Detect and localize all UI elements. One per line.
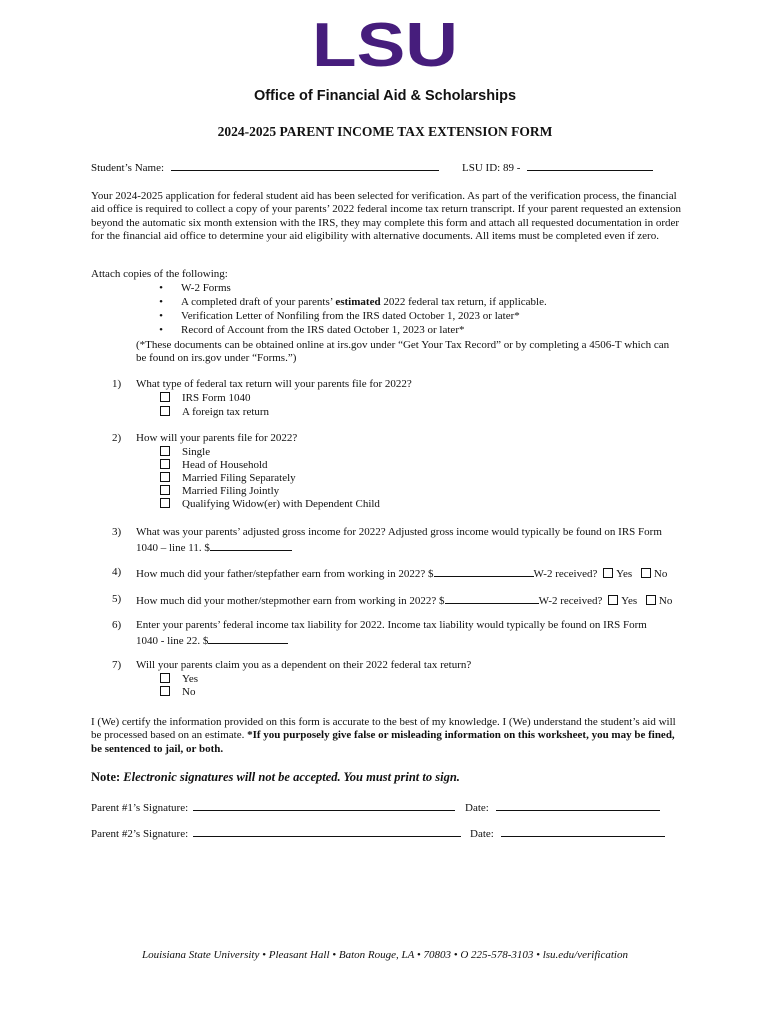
q3-text-line1: What was your parents’ adjusted gross income for 2022? Adjusted gross income would typically be found on IRS Form (136, 526, 662, 538)
q6-text-line1: Enter your parents’ federal income tax liability for 2022. Income tax liability would typically be found on IRS Form (136, 619, 647, 631)
parent1-signature-field[interactable] (193, 800, 455, 811)
form-title: 2024-2025 PARENT INCOME TAX EXTENSION FORM (217, 124, 553, 139)
q6-line2: 1040 - line 22. $ (136, 633, 288, 648)
q5-w2-label: W-2 received? (538, 595, 603, 607)
q1-number: 1) (112, 378, 122, 390)
q5-text: How much did your mother/stepmother earn from working in 2022? $ (136, 595, 445, 607)
parent2-date-row: Date: (470, 826, 665, 841)
q2-option-widower[interactable]: Qualifying Widow(er) with Dependent Child (160, 498, 380, 511)
lsu-logo-text: LSU (312, 22, 458, 70)
form-page: LSU Office of Financial Aid & Scholarships 2024-2025 PARENT INCOME TAX EXTENSION FORM Student’s Name: LSU ID: 89 - Your 2024-2025 application for federal student aid has been selected for verification. As part of the verification process, the financial aid office is required to collect a copy of your parents’ 2022 federal income tax return transcript. If your parent requested an extension beyond the automatic six month extension with the IRS, they may complete this form and attach all requested documentation in order for the financial aid office to determine your aid eligibility with alternative documents. All items must be completed even if zero. Attach copies of the following: • W-2 Forms • A completed draft of your parents’ estimated 2022 federal tax return, if applicable. • Verification Letter of Nonfiling from the IRS dated October 1, 2023 or later* • Record of Account from the IRS dated October 1, 2023 or later* (*These documents can be obtained online at irs.gov under “Get Your Tax Record” or by completing a 4506-T which can be found on irs.gov under “Forms.”) 1) What type of federal tax return will your parents file for 2022? IRS Form 1040 A foreign tax return 2) How will your parents file for 2022? Single Head of Household Married Filing Separately Married Filing Jointly Qualifying Widow(er) with Dependent Child 3) What was your parents’ adjusted gross income for 2022? Adjusted gross income would typically be found on IRS Form 1040 – line 11. $ 4) How much did your father/stepfather earn from working in 2022? $ W-2 received? Yes No 5) How much did your mother/stepmother earn from working in 2022? $ W-2 received? Yes No 6) Enter your parents’ federal income tax liability for 2022. Income tax liability would typically be found on IRS Form 1040 - line 22. $ 7) Will your parents claim you as a dependent on their 2022 federal tax return? Yes No I (We) certify the information provided on this form is accurate to the best of my knowledge. I (We) understand the student’s aid will be processed based on an estimate. *If you purposely give false or misleading information on this worksheet, you may be fined, be sentenced to jail, or both. Note: Electronic signatures will not be accepted. You must print to sign. Parent #1’s Signature: Date: Parent #2’s Signature: Date: Louisiana State University • Pleasant Hall • Baton Rouge, LA • 70803 • O 225-578-3103 • lsu.edu/verification (0, 0, 770, 1024)
bullet-icon: • (159, 282, 163, 294)
checkbox[interactable] (160, 472, 170, 482)
checkbox[interactable] (160, 673, 170, 683)
emphasis-estimated: estimated (335, 296, 381, 308)
parent1-signature-row: Parent #1’s Signature: (91, 800, 455, 815)
lsu-logo (311, 22, 459, 70)
q1-option-1040[interactable]: IRS Form 1040 (160, 392, 250, 405)
q4-w2-label: W-2 received? (533, 568, 598, 580)
q7-option-yes[interactable]: Yes (160, 673, 198, 686)
office-name: Office of Financial Aid & Scholarships (253, 88, 517, 104)
q3-agi-field[interactable] (210, 540, 292, 551)
parent2-date-field[interactable] (501, 826, 665, 837)
checkbox[interactable] (160, 392, 170, 402)
checkbox[interactable] (160, 485, 170, 495)
footer-address: Louisiana State University • Pleasant Hall • Baton Rouge, LA • 70803 • O 225-578-3103 • lsu.edu/verification (142, 949, 628, 961)
q2-option-married-separately[interactable]: Married Filing Separately (160, 472, 296, 485)
attach-footnote: (*These documents can be obtained online at irs.gov under “Get Your Tax Record” or by completing a 4506-T which can be found on irs.gov under “Forms.”) (136, 339, 670, 365)
q2-number: 2) (112, 432, 122, 444)
checkbox[interactable] (160, 686, 170, 696)
checkbox[interactable] (160, 498, 170, 508)
q4-text: How much did your father/stepfather earn from working in 2022? $ (136, 568, 434, 580)
bullet-icon: • (159, 324, 163, 336)
q4-no-checkbox[interactable] (641, 568, 651, 578)
student-id-label: LSU ID: 89 - (462, 162, 521, 174)
q5-row: How much did your mother/stepmother earn from working in 2022? $ W-2 received? Yes No (136, 595, 673, 607)
q7-option-no[interactable]: No (160, 686, 195, 699)
certification-paragraph: I (We) certify the information provided on this form is accurate to the best of my knowledge. I (We) understand the student’s aid will be processed based on an estimate. *If you purposely give false or misleading information on this worksheet, you may be fined, be sentenced to jail, or both. (91, 716, 676, 755)
q7-number: 7) (112, 659, 122, 671)
q6-tax-liability-field[interactable] (208, 633, 288, 644)
penalty-warning: *If you purposely give false or misleading information on this worksheet, you may be fined, be sentenced to jail, or both. (91, 729, 675, 755)
q5-earnings-field[interactable] (445, 593, 539, 604)
checkbox[interactable] (160, 406, 170, 416)
parent2-signature-field[interactable] (193, 826, 461, 837)
student-id-field[interactable] (527, 160, 653, 171)
q2-option-single[interactable]: Single (160, 446, 210, 459)
q2-option-married-jointly[interactable]: Married Filing Jointly (160, 485, 279, 498)
intro-paragraph: Your 2024-2025 application for federal student aid has been selected for verification. As part of the verification process, the financial aid office is required to collect a copy of your parents’ 2022 federal income tax return transcript. If your parent requested an extension beyond the automatic six month extension with the IRS, they may complete this form and attach all requested documentation in order for the financial aid office to determine your aid eligibility with alternative documents. All items must be completed even if zero. (91, 190, 682, 243)
q4-number: 4) (112, 566, 122, 578)
q3-line2: 1040 – line 11. $ (136, 540, 292, 555)
q5-no-checkbox[interactable] (646, 595, 656, 605)
q4-row: How much did your father/stepfather earn from working in 2022? $ W-2 received? Yes No (136, 568, 668, 580)
q3-number: 3) (112, 526, 122, 538)
q1-option-foreign[interactable]: A foreign tax return (160, 406, 269, 419)
student-name-label: Student’s Name: (91, 162, 165, 174)
student-name-row (91, 160, 439, 175)
q5-yes-checkbox[interactable] (608, 595, 618, 605)
q4-earnings-field[interactable] (434, 566, 534, 577)
bullet-icon: • (159, 296, 163, 308)
parent1-date-field[interactable] (496, 800, 660, 811)
q2-option-head-of-household[interactable]: Head of Household (160, 459, 268, 472)
q6-number: 6) (112, 619, 122, 631)
signature-note: Note: Electronic signatures will not be accepted. You must print to sign. (91, 770, 460, 784)
q2-text: How will your parents file for 2022? (136, 432, 298, 444)
attach-heading: Attach copies of the following: (91, 268, 228, 280)
q4-yes-checkbox[interactable] (603, 568, 613, 578)
q5-number: 5) (112, 593, 122, 605)
student-name-field[interactable] (171, 160, 439, 171)
bullet-icon: • (159, 310, 163, 322)
q7-text: Will your parents claim you as a dependent on their 2022 federal tax return? (136, 659, 472, 671)
student-id-row (462, 160, 653, 175)
q1-text: What type of federal tax return will your parents file for 2022? (136, 378, 412, 390)
parent2-signature-row: Parent #2’s Signature: (91, 826, 461, 841)
checkbox[interactable] (160, 459, 170, 469)
checkbox[interactable] (160, 446, 170, 456)
parent1-date-row: Date: (465, 800, 660, 815)
